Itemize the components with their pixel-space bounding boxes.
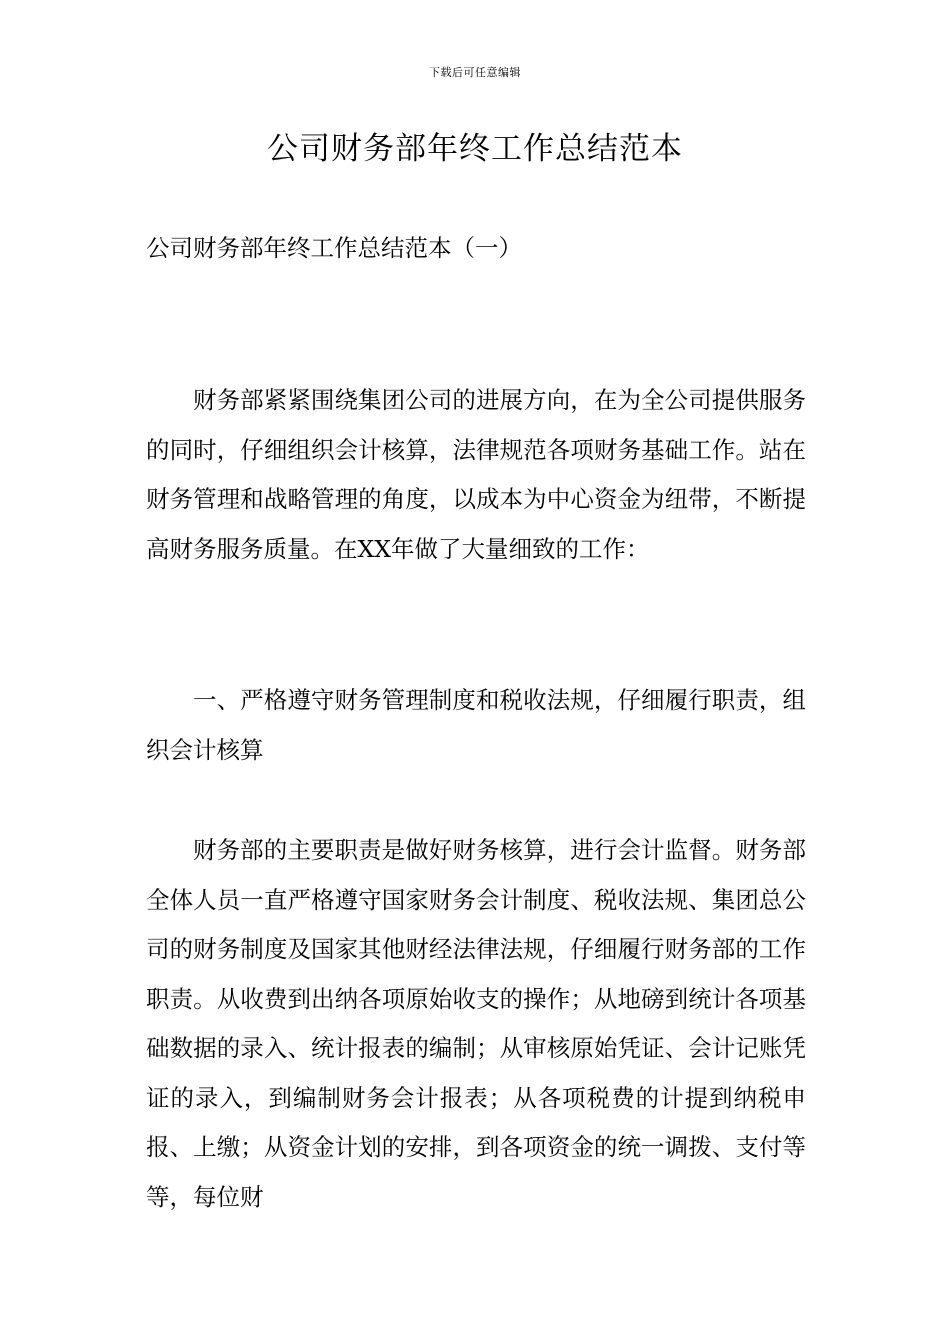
paragraph-intro: 财务部紧紧围绕集团公司的进展方向，在为全公司提供服务的同时，仔细组织会计核算，法律规范各项财务基础工作。站在财务管理和战略管理的角度，以成本为中心资金为纽带，不断提高财务服务质量。在XX年做了大量细致的工作： xyxy=(146,386,806,563)
paragraph-duties: 财务部的主要职责是做好财务核算，进行会计监督。财务部全体人员一直严格遵守国家财务会计制度、税收法规、集团总公司的财务制度及国家其他财经法律法规，仔细履行财务部的工作职责。从收费到出纳各项原始收支的操作；从地磅到统计各项基础数据的录入、统计报表的编制；从审核原始凭证、会计记账凭证的录入，到编制财务会计报表；从各项税费的计提到纳税申报、上缴；从资金计划的安排，到各项资金的统一调拨、支付等等，每位财 xyxy=(146,836,806,1211)
header-note: 下载后可任意编辑 xyxy=(429,66,521,79)
paragraph-section-heading: 一、严格遵守财务管理制度和税收法规，仔细履行职责，组织会计核算 xyxy=(146,686,806,764)
document-title: 公司财务部年终工作总结范本 xyxy=(267,131,683,167)
section-subtitle: 公司财务部年终工作总结范本（一） xyxy=(146,234,522,262)
